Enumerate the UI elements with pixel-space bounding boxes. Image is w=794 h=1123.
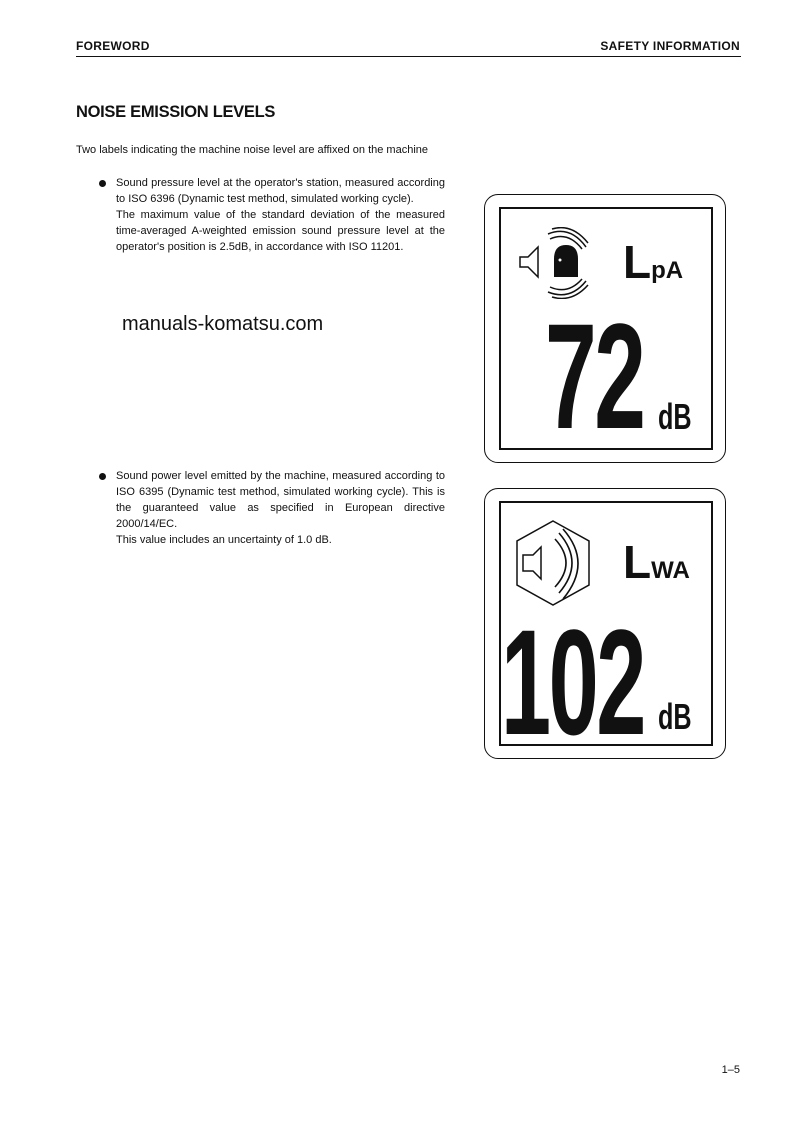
bullet-sound-power [116, 468, 445, 548]
bullet-text: Sound pressure level at the operator's station, measured according to ISO 6396 (Dynamic test method, simulated working cycle). [116, 177, 445, 205]
bullet-text: The maximum value of the standard deviation of the measured time-averaged A-weighted emission sound pressure level at the operator's position is 2.5dB, in accordance with ISO 11201. [116, 209, 445, 253]
watermark: manuals-komatsu.com [122, 313, 324, 335]
lpa-symbol: LpA [623, 236, 684, 288]
page-title: NOISE EMISSION LEVELS [76, 103, 276, 121]
noise-label-lpa [484, 194, 726, 463]
page-number: 1–5 [721, 1064, 740, 1076]
intro-text: Two labels indicating the machine noise level are affixed on the machine [76, 144, 429, 156]
bullet-icon [99, 180, 106, 187]
lwa-symbol: LWA [623, 536, 690, 588]
header-rule [76, 56, 741, 57]
bullet-text: Sound power level emitted by the machine, measured according to ISO 6395 (Dynamic test method, simulated working cycle). This is the guaranteed value as specified in European directive 2000/14/EC. [116, 470, 445, 530]
hexagon-speaker-sound-icon [513, 519, 593, 609]
noise-unit: dB [658, 696, 692, 737]
bullet-sound-pressure [116, 175, 445, 255]
bullet-text: This value includes an uncertainty of 1.0 dB. [116, 534, 332, 546]
noise-value: 72 [545, 292, 644, 460]
noise-label-lwa [484, 488, 726, 766]
header-chapter: SAFETY INFORMATION [600, 39, 740, 53]
header-section: FOREWORD [76, 39, 150, 53]
noise-unit: dB [658, 396, 692, 437]
operator-ear-sound-icon [516, 227, 591, 299]
noise-value: 102 [501, 598, 644, 766]
bullet-icon [99, 473, 106, 480]
